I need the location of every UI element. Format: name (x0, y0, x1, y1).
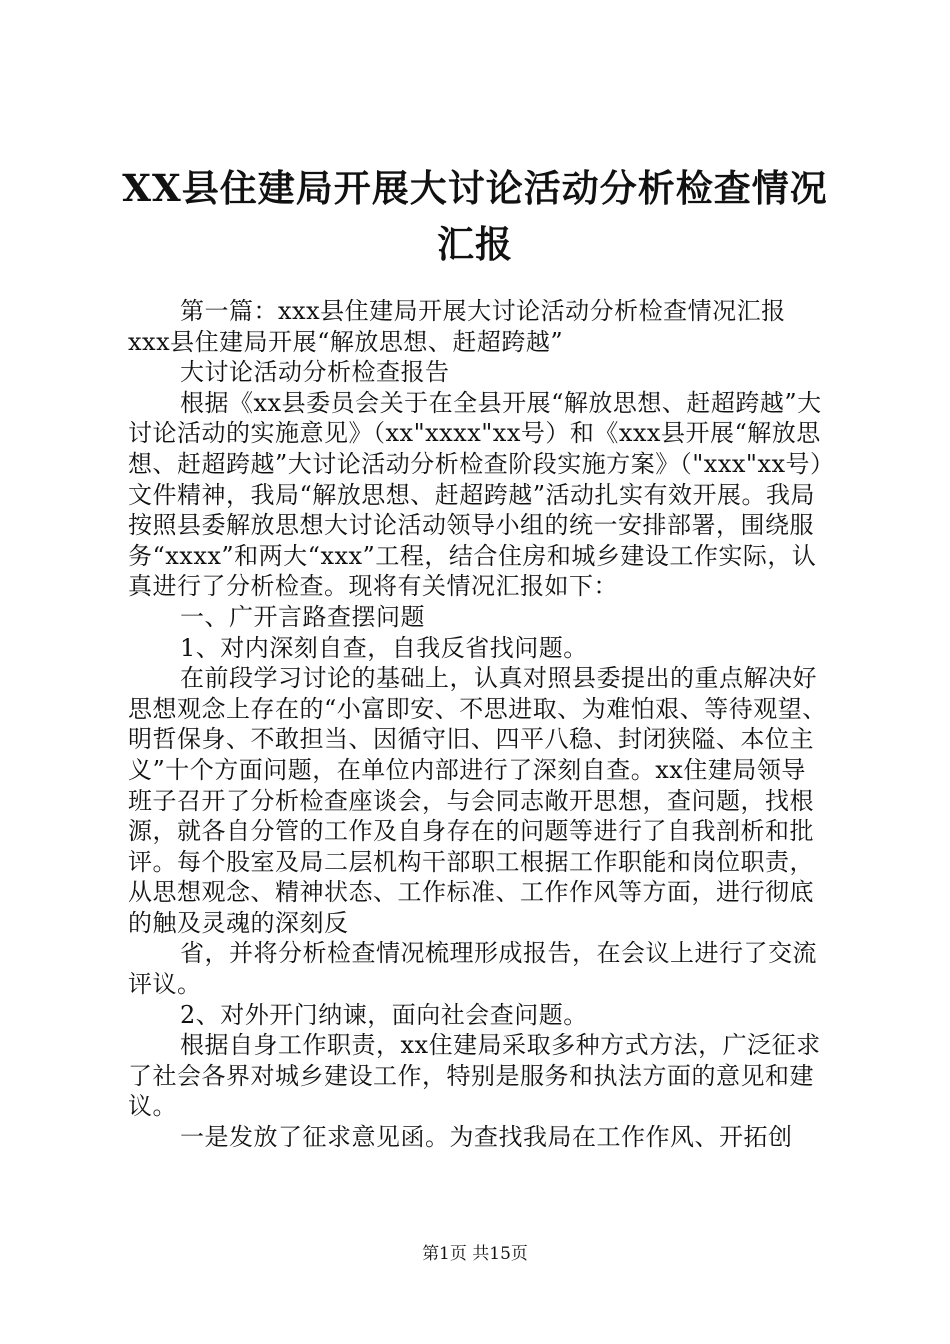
paragraph-heading-1: 第一篇：xxx县住建局开展大讨论活动分析检查情况汇报 (180, 297, 786, 325)
paragraph-external: 根据自身工作职责，xx住建局采取多种方式方法，广泛征求了社会各界对城乡建设工作，特别是服务和执法方面的意见和建议。 (128, 1031, 821, 1121)
paragraph-subtitle-1: xxx县住建局开展“解放思想、赶超跨越” (128, 327, 564, 356)
document-title: XX县住建局开展大讨论活动分析检查情况汇报 (122, 166, 828, 266)
page-number-footer: 第1页 共15页 (422, 1244, 528, 1264)
subsection-heading-1: 1、对内深刻自查，自我反省找问题。 (180, 633, 588, 662)
paragraph-letters: 一是发放了征求意见函。为查找我局在工作作风、开拓创 (180, 1123, 793, 1152)
document-body (128, 296, 828, 1153)
paragraph-intro: 根据《xx县委员会关于在全县开展“解放思想、赶超跨越”大讨论活动的实施意见》（xx"xxxx"xx号）和《xxx县开展“解放思想、赶超跨越”大讨论活动分析检查阶段实施方案》（"xxx"xx号）文件精神，我局“解放思想、赶超跨越”活动扎实有效开展。我局按照县委解放思想大讨论活动领导小组的统一安排部署，围绕服务“xxxx”和两大“xxx”工程，结合住房和城乡建设工作实际，认真进行了分析检查。现将有关情况汇报如下： (128, 388, 823, 601)
section-heading-1: 一、广开言路查摆问题 (180, 602, 425, 631)
paragraph-self-check-cont: 省，并将分析检查情况梳理形成报告，在会议上进行了交流评议。 (128, 939, 817, 999)
paragraph-subtitle-2: 大讨论活动分析检查报告 (180, 358, 450, 387)
paragraph-self-check: 在前段学习讨论的基础上，认真对照县委提出的重点解决好思想观念上存在的“小富即安、不思进取、为难怕艰、等待观望、明哲保身、不敢担当、因循守旧、四平八稳、封闭狭隘、本位主义”十个方面问题，在单位内部进行了深刻自查。xx住建局领导班子召开了分析检查座谈会，与会同志敞开思想，查问题，找根源，就各自分管的工作及自身存在的问题等进行了自我剖析和批评。每个股室及局二层机构干部职工根据工作职能和岗位职责，从思想观念、精神状态、工作标准、工作作风等方面，进行彻底的触及灵魂的深刻反 (128, 664, 827, 937)
subsection-heading-2: 2、对外开门纳谏，面向社会查问题。 (180, 1000, 588, 1029)
